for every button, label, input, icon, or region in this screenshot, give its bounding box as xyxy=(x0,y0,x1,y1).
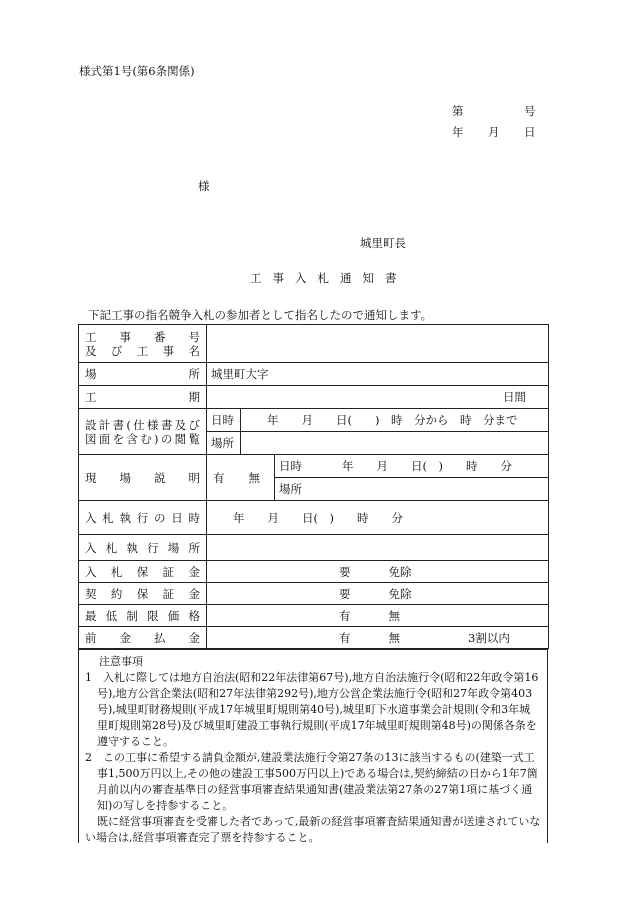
design-datetime-value: 年 月 日( ) 時 分から 時 分まで xyxy=(241,409,549,432)
table-row xyxy=(79,535,549,561)
design-place-value xyxy=(241,432,549,455)
intro-text: 下記工事の指名競争入札の参加者として指名したので通知します。 xyxy=(88,308,433,322)
table-row xyxy=(79,605,549,627)
place-label: 場 所 xyxy=(79,363,207,386)
table-row xyxy=(79,455,549,478)
table-row xyxy=(79,561,549,583)
table-row xyxy=(79,501,549,535)
work-number-label: 工 事 番 号 及び工事名 xyxy=(79,325,207,363)
site-datetime xyxy=(275,455,549,478)
doc-number-label: 第 xyxy=(452,104,464,118)
table-row xyxy=(79,627,549,649)
bid-place-label: 入札執行場所 xyxy=(79,535,207,561)
period-label: 工 期 xyxy=(79,386,207,409)
bid-bond-label: 入札保証金 xyxy=(79,561,207,583)
notice-table xyxy=(78,324,549,649)
design-datetime-label: 日時 xyxy=(207,409,241,432)
site-place-label: 場所 xyxy=(275,478,549,501)
table-row xyxy=(79,583,549,605)
site-explanation-options: 有 無 xyxy=(207,455,275,501)
notes-box xyxy=(78,649,548,843)
site-datetime-label: 日時 xyxy=(279,459,302,473)
site-datetime-value: 年 月 日( ) 時 分 xyxy=(342,459,512,473)
bid-datetime-label: 入札執行の日時 xyxy=(79,501,207,535)
addressee-suffix: 様 xyxy=(198,179,210,193)
date-year: 年 xyxy=(452,125,464,139)
note-item-2: 2 この工事に希望する請負金額が,建設業法施行令第27条の13に該当するもの(建築一式工事1,500万円以上,その他の建設工事500万円以上)である場合は,契約締結の日から1年7箇月前以内の審査基準日の経営事項審査結果通知書(建設業法第27条の27第1項に基づく通知)の写しを持参すること。 xyxy=(85,751,538,812)
min-price-value: 有 無 xyxy=(207,605,549,627)
table-row xyxy=(79,409,549,432)
design-place-label: 場所 xyxy=(207,432,241,455)
bid-datetime-value: 年 月 日( ) 時 分 xyxy=(207,501,549,535)
table-row xyxy=(79,386,549,409)
notes-heading: 注意事項 xyxy=(99,655,143,668)
work-number-value xyxy=(207,325,549,363)
place-value: 城里町大字 xyxy=(207,363,549,386)
date-day: 日 xyxy=(524,125,536,139)
issuer: 城里町長 xyxy=(360,236,406,250)
form-number: 様式第1号(第6条関係) xyxy=(79,64,195,78)
note-item-1: 1 入札に際しては地方自治法(昭和22年法律第67号),地方自治法施行令(昭和22年政令第16号),地方公営企業法(昭和27年法律第292号),地方公営企業法施行令(昭和27年政令第403号),城里町財務規則(平成17年城里町規則第40号),城里町下水道事業会計規則(令和3年城里町規則第28号)及び城里町建設工事執行規則(平成17年城里町規則第48号)の関係各条を遵守すること。 xyxy=(85,671,539,748)
contract-bond-value: 要 免除 xyxy=(207,583,549,605)
date-month: 月 xyxy=(488,125,500,139)
design-view-label: 設計書(仕様書及び 図面を含む)の閲覧 xyxy=(79,409,207,455)
bid-place-value xyxy=(207,535,549,561)
min-price-label: 最低制限価格 xyxy=(79,605,207,627)
table-row xyxy=(79,325,549,363)
doc-number-suffix: 号 xyxy=(524,104,536,118)
contract-bond-label: 契約保証金 xyxy=(79,583,207,605)
period-value: 日間 xyxy=(207,386,549,409)
table-row xyxy=(79,363,549,386)
site-explanation-label: 現 場 説 明 xyxy=(79,455,207,501)
advance-payment-label: 前 金 払 金 xyxy=(79,627,207,649)
note-item-2b: 既に経営事項審査を受審した者であって,最新の経営事項審査結果通知書が送達されていない場合は,経営事項審査完了票を持参すること。 xyxy=(85,815,541,844)
bid-bond-value: 要 免除 xyxy=(207,561,549,583)
advance-payment-value: 有 無 3割以内 xyxy=(207,627,549,649)
page-title: 工事入札通知書 xyxy=(250,271,408,285)
